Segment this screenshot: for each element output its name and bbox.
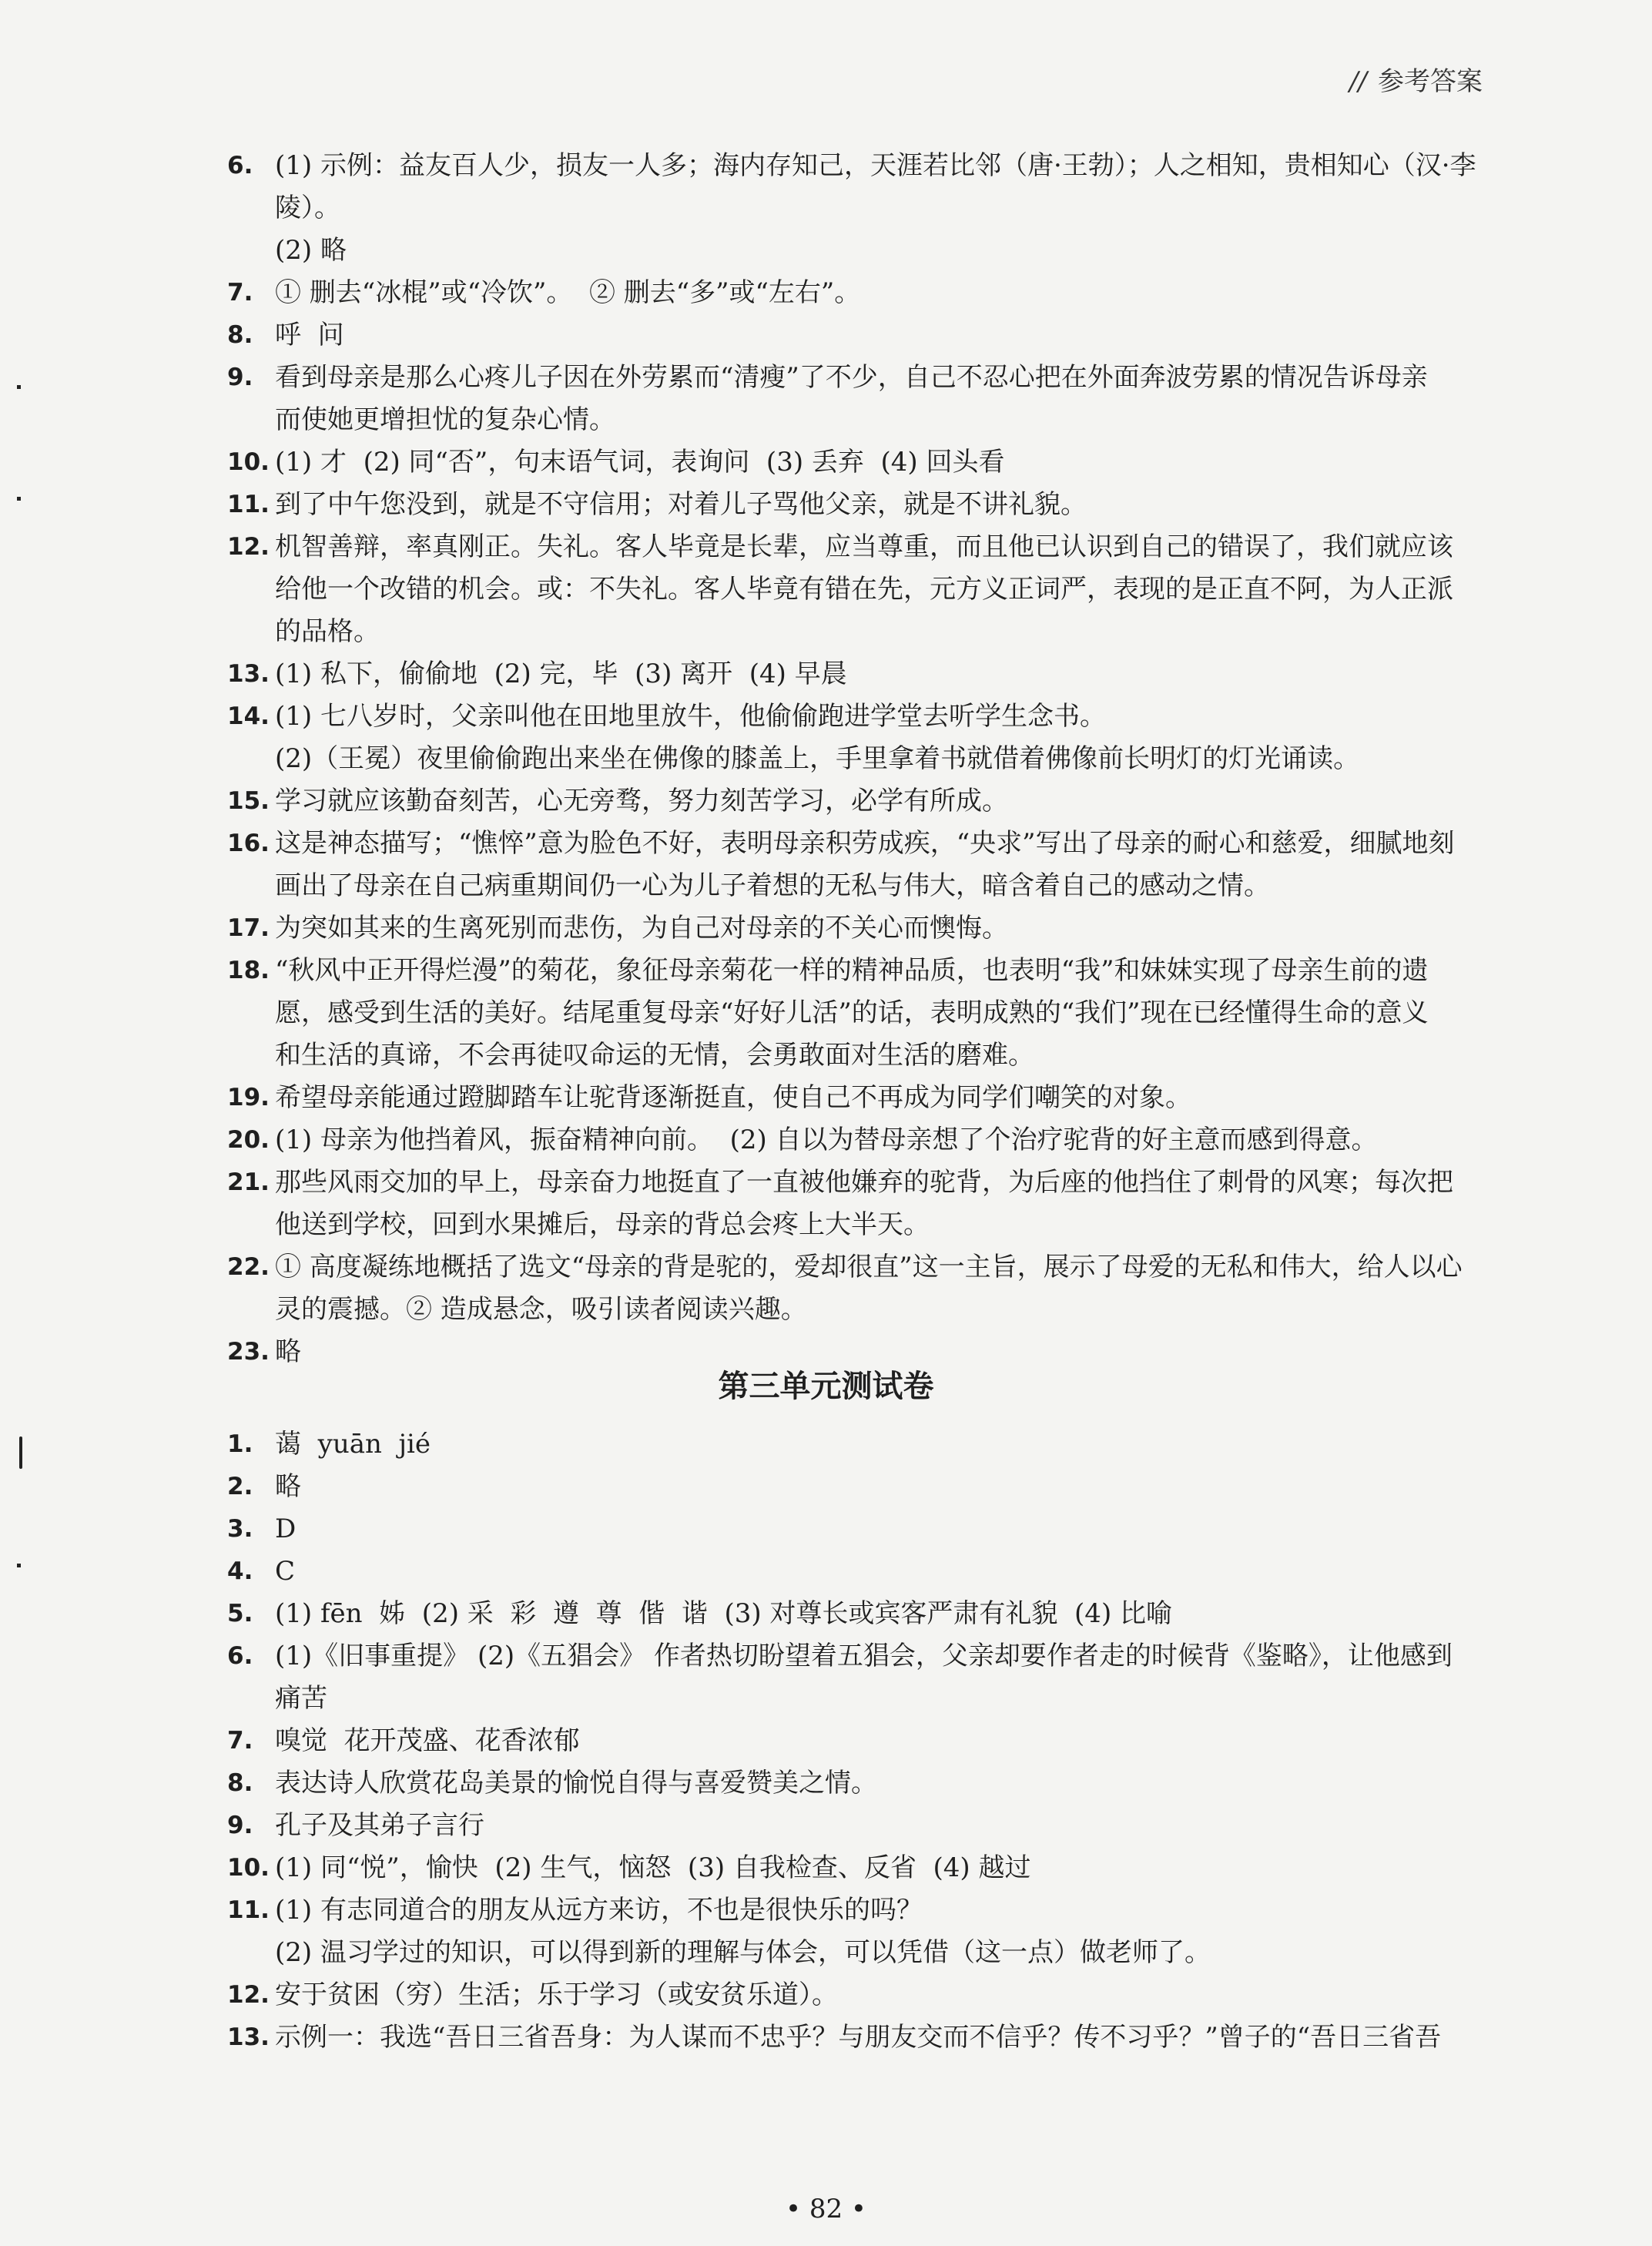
answer-item: [227, 1974, 1490, 2016]
answer-number: 4.: [227, 1557, 253, 1585]
answer-number: 9.: [227, 1812, 253, 1839]
answer-text: [275, 1889, 1490, 1974]
answer-item: [227, 1635, 1490, 1720]
answer-line: (2) 略: [275, 235, 347, 266]
answer-number: 19.: [227, 1084, 270, 1111]
answer-line: (1) 有志同道合的朋友从远方来访，不也是很快乐的吗？: [275, 1895, 923, 1926]
answer-line: 那些风雨交加的早上，母亲奋力地挺直了一直被他嫌弃的驼背，为后座的他挡住了刺骨的风寒；每次把: [275, 1167, 1453, 1198]
answer-item: [227, 950, 1490, 1077]
header-slash: //: [1349, 66, 1367, 97]
answer-line: C: [275, 1556, 296, 1587]
answer-line: 安于贫困（穷）生活；乐于学习（或安贫乐道）。: [275, 1979, 838, 2010]
answer-line: 孔子及其弟子言行: [275, 1810, 484, 1841]
answer-line: 机智善辩，率真刚正。失礼。客人毕竟是长辈，应当尊重，而且他已认识到自己的错误了，我们就应该: [275, 531, 1453, 562]
answer-item: [227, 1593, 1490, 1635]
answer-number: 3.: [227, 1515, 253, 1543]
answer-item: [227, 1119, 1490, 1162]
answer-item: [227, 1805, 1490, 1847]
answer-text: [275, 272, 1490, 314]
margin-mark: [19, 1436, 22, 1469]
answer-item: [227, 1889, 1490, 1974]
header-title: 参考答案: [1378, 66, 1483, 97]
answer-number: 12.: [227, 533, 270, 561]
answer-line: ① 高度凝练地概括了选文“母亲的背是驼的，爱却很直”这一主旨，展示了母爱的无私和伟大，给人以心: [275, 1252, 1463, 1282]
answer-text: [275, 1423, 1490, 1466]
answer-line: 而使她更增担忧的复杂心情。: [275, 404, 615, 435]
answer-text: [275, 1762, 1490, 1805]
answer-text: [275, 1119, 1490, 1162]
answer-item: [227, 1720, 1490, 1762]
answer-number: 7.: [227, 1727, 253, 1755]
answer-number: 7.: [227, 279, 253, 307]
margin-mark: [17, 385, 21, 389]
answer-line: (1) 示例：益友百人少，损友一人多；海内存知己，天涯若比邻（唐·王勃）；人之相知，贵相知心（汉·李陵）。: [275, 150, 1476, 223]
answer-text: [275, 907, 1490, 950]
answer-text: [275, 1593, 1490, 1635]
answer-number: 8.: [227, 321, 253, 349]
answer-text: [275, 1720, 1490, 1762]
answer-item: [227, 1162, 1490, 1246]
answer-text: [275, 1974, 1490, 2016]
answer-number: 2.: [227, 1473, 253, 1500]
answer-number: 16.: [227, 830, 270, 857]
answer-item: [227, 1762, 1490, 1805]
answer-line: 为突如其来的生离死别而悲伤，为自己对母亲的不关心而懊悔。: [275, 913, 1008, 944]
answer-line: (1)《旧事重提》 (2)《五猖会》 作者热切盼望着五猖会，父亲却要作者走的时候背《鉴略》，让他感到: [275, 1641, 1453, 1671]
answer-number: 6.: [227, 1642, 253, 1670]
answer-text: [275, 441, 1490, 484]
answer-number: 11.: [227, 1896, 270, 1924]
margin-mark: [17, 1564, 21, 1567]
answer-line: (1) fēn 姊 (2) 采 彩 遵 尊 偕 谐 (3) 对尊长或宾客严肃有礼貌 (4) 比喻: [275, 1598, 1173, 1629]
answer-item: [227, 780, 1490, 823]
answer-line: 学习就应该勤奋刻苦，心无旁骛，努力刻苦学习，必学有所成。: [275, 786, 1008, 816]
answer-item: [227, 145, 1490, 272]
answer-item: [227, 484, 1490, 526]
answer-line: (2)（王冕）夜里偷偷跑出来坐在佛像的膝盖上，手里拿着书就借着佛像前长明灯的灯光诵读。: [275, 743, 1360, 774]
answer-number: 11.: [227, 491, 270, 518]
answer-text: [275, 1550, 1490, 1593]
answer-line: 略: [275, 1336, 301, 1367]
answer-number: 17.: [227, 914, 270, 942]
answer-number: 14.: [227, 702, 270, 730]
answer-line: 表达诗人欣赏花岛美景的愉悦自得与喜爱赞美之情。: [275, 1768, 877, 1798]
answer-item: [227, 1077, 1490, 1119]
answer-text: [275, 950, 1490, 1077]
answer-text: [275, 484, 1490, 526]
answer-line: 呼 问: [275, 320, 344, 350]
answer-line: 他送到学校，回到水果摊后，母亲的背总会疼上大半天。: [275, 1209, 930, 1240]
answer-number: 20.: [227, 1126, 270, 1154]
answer-line: 蔼 yuān jié: [275, 1429, 431, 1460]
answer-line: D: [275, 1514, 297, 1544]
answer-line: 这是神态描写；“憔悴”意为脸色不好，表明母亲积劳成疾，“央求”写出了母亲的耐心和慈爱，细腻地刻: [275, 828, 1455, 859]
answer-text: [275, 314, 1490, 357]
answer-item: [227, 1466, 1490, 1508]
answer-item: [227, 823, 1490, 907]
answer-text: [275, 823, 1490, 907]
answer-item: [227, 907, 1490, 950]
answer-item: [227, 1508, 1490, 1550]
answer-line: (1) 七八岁时，父亲叫他在田地里放牛，他偷偷跑进学堂去听学生念书。: [275, 701, 1106, 732]
answer-line: (2) 温习学过的知识，可以得到新的理解与体会，可以凭借（这一点）做老师了。: [275, 1937, 1211, 1968]
answer-number: 23.: [227, 1338, 270, 1366]
answer-text: [275, 1162, 1490, 1246]
answer-item: [227, 526, 1490, 653]
answer-item: [227, 314, 1490, 357]
answer-number: 1.: [227, 1430, 253, 1458]
answer-number: 5.: [227, 1600, 253, 1628]
section-title: 第三单元测试卷: [718, 1369, 934, 1404]
answer-line: 希望母亲能通过蹬脚踏车让驼背逐渐挺直，使自己不再成为同学们嘲笑的对象。: [275, 1082, 1191, 1113]
answer-item: [227, 653, 1490, 696]
answer-item: [227, 1246, 1490, 1331]
answer-number: 10.: [227, 1854, 270, 1882]
answer-text: [275, 1077, 1490, 1119]
answer-line: 给他一个改错的机会。或：不失礼。客人毕竟有错在先，元方义正词严，表现的是正直不阿，为人正派: [275, 574, 1453, 605]
answer-text: [275, 526, 1490, 653]
answer-line: 看到母亲是那么心疼儿子因在外劳累而“清瘦”了不少，自己不忍心把在外面奔波劳累的情况告诉母亲: [275, 362, 1428, 393]
answer-text: [275, 1847, 1490, 1889]
answer-line: 的品格。: [275, 616, 380, 647]
answer-number: 12.: [227, 1981, 270, 2009]
answer-line: (1) 同“悦”，愉快 (2) 生气，恼怒 (3) 自我检查、反省 (4) 越过: [275, 1852, 1031, 1883]
answer-number: 15.: [227, 787, 270, 815]
answer-text: [275, 780, 1490, 823]
answer-item: [227, 1423, 1490, 1466]
margin-mark: [17, 497, 21, 501]
answer-item: [227, 357, 1490, 441]
answer-line: 愿，感受到生活的美好。结尾重复母亲“好好儿活”的话，表明成熟的“我们”现在已经懂得生命的意义: [275, 997, 1429, 1028]
answer-line: 到了中午您没到，就是不守信用；对着儿子骂他父亲，就是不讲礼貌。: [275, 489, 1087, 520]
answer-line: 示例一：我选“吾日三省吾身：为人谋而不忠乎？与朋友交而不信乎？传不习乎？”曾子的“吾日三省吾: [275, 2022, 1442, 2053]
answer-item: [227, 696, 1490, 780]
answer-text: [275, 696, 1490, 780]
answer-line: (1) 私下，偷偷地 (2) 完，毕 (3) 离开 (4) 早晨: [275, 659, 847, 689]
answer-list-part1: [227, 145, 1490, 1373]
answer-line: (1) 母亲为他挡着风，振奋精神向前。 (2) 自以为替母亲想了个治疗驼背的好主意而感到得意。: [275, 1125, 1378, 1155]
answer-number: 13.: [227, 2023, 270, 2051]
answer-text: [275, 1508, 1490, 1550]
answer-number: 9.: [227, 364, 253, 391]
answer-number: 13.: [227, 660, 270, 688]
answer-number: 6.: [227, 152, 253, 179]
answer-item: [227, 272, 1490, 314]
answer-text: [275, 653, 1490, 696]
answer-line: (1) 才 (2) 同“否”，句末语气词，表询问 (3) 丢弃 (4) 回头看: [275, 447, 1005, 478]
answer-line: 和生活的真谛，不会再徒叹命运的无情，会勇敢面对生活的磨难。: [275, 1040, 1034, 1071]
answer-item: [227, 1550, 1490, 1593]
answer-line: 略: [275, 1471, 301, 1502]
answer-list-part2: [227, 1423, 1490, 2059]
answer-item: [227, 2016, 1490, 2059]
answer-line: 痛苦: [275, 1683, 327, 1714]
answer-line: 嗅觉 花开茂盛、花香浓郁: [275, 1725, 580, 1756]
answer-number: 21.: [227, 1168, 270, 1196]
answer-line: 画出了母亲在自己病重期间仍一心为儿子着想的无私与伟大，暗含着自己的感动之情。: [275, 870, 1270, 901]
page-number: • 82 •: [786, 2194, 866, 2224]
running-header: [1349, 60, 1483, 98]
answer-number: 18.: [227, 957, 270, 984]
answer-text: [275, 2016, 1490, 2059]
answer-text: [275, 1805, 1490, 1847]
answer-line: 灵的震撼。② 造成悬念，吸引读者阅读兴趣。: [275, 1294, 807, 1325]
answer-item: [227, 441, 1490, 484]
answer-text: [275, 1466, 1490, 1508]
answer-text: [275, 1635, 1490, 1720]
answer-text: [275, 1246, 1490, 1331]
answer-line: ① 删去“冰棍”或“冷饮”。 ② 删去“多”或“左右”。: [275, 277, 861, 308]
answer-number: 10.: [227, 448, 270, 476]
answer-number: 8.: [227, 1769, 253, 1797]
answer-item: [227, 1847, 1490, 1889]
answer-number: 22.: [227, 1253, 270, 1281]
answer-text: [275, 357, 1490, 441]
answer-text: [275, 145, 1490, 272]
answer-line: “秋风中正开得烂漫”的菊花，象征母亲菊花一样的精神品质，也表明“我”和妹妹实现了母亲生前的遗: [275, 955, 1429, 986]
